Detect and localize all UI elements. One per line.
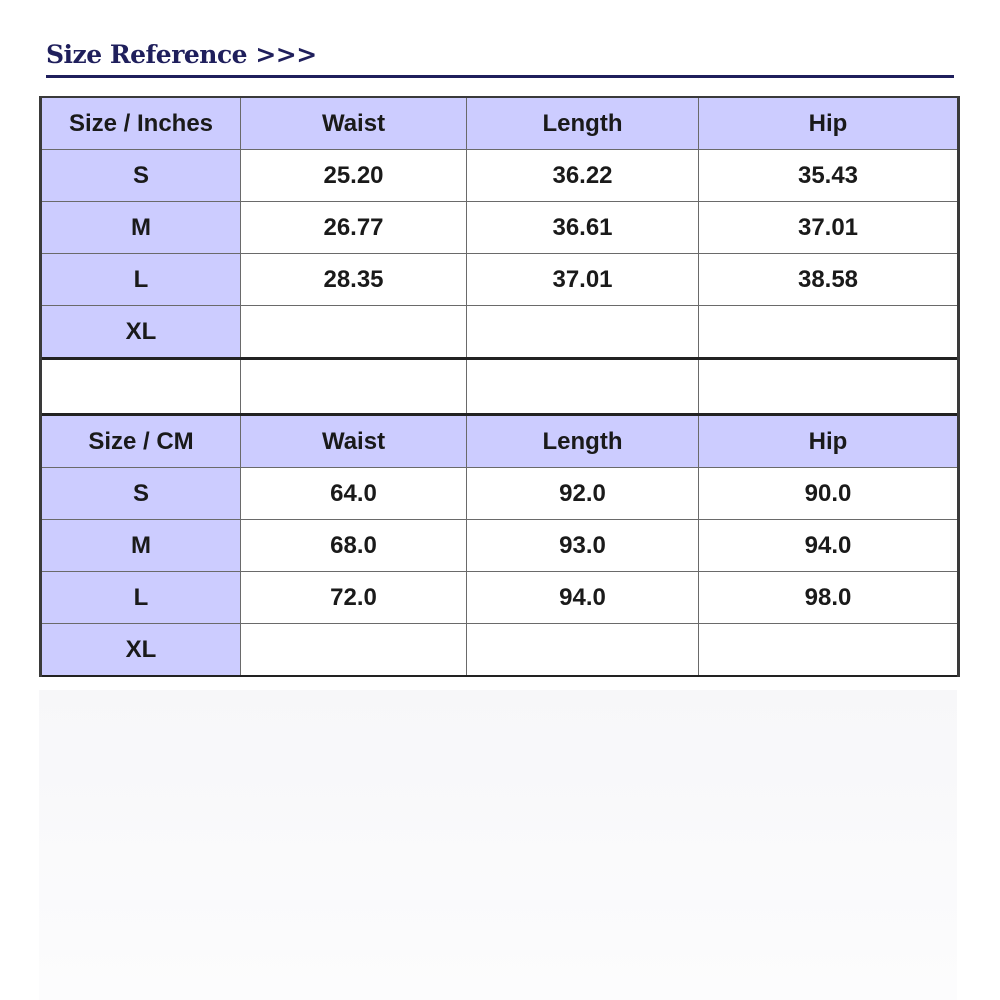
title-text: Size Reference — [46, 40, 248, 69]
page-title — [46, 40, 317, 69]
size-label: XL — [41, 624, 241, 677]
waist-value: 64.0 — [241, 468, 467, 520]
size-label: M — [41, 520, 241, 572]
hip-value: 98.0 — [699, 572, 959, 624]
waist-value: 68.0 — [241, 520, 467, 572]
table-row — [41, 150, 959, 202]
length-value: 36.22 — [467, 150, 699, 202]
size-label: L — [41, 254, 241, 306]
table-row — [41, 306, 959, 359]
inches-header-row — [41, 97, 959, 150]
header-size-inches: Size / Inches — [41, 97, 241, 150]
size-label: S — [41, 468, 241, 520]
size-label: M — [41, 202, 241, 254]
header-waist: Waist — [241, 415, 467, 468]
size-chart-table — [39, 96, 960, 677]
waist-value — [241, 306, 467, 359]
hip-value — [699, 624, 959, 677]
table-row — [41, 624, 959, 677]
header-waist: Waist — [241, 97, 467, 150]
length-value: 36.61 — [467, 202, 699, 254]
header-length: Length — [467, 97, 699, 150]
waist-value — [241, 624, 467, 677]
table-row — [41, 468, 959, 520]
table-row — [41, 202, 959, 254]
hip-value: 90.0 — [699, 468, 959, 520]
waist-value: 72.0 — [241, 572, 467, 624]
table-row — [41, 254, 959, 306]
waist-value: 25.20 — [241, 150, 467, 202]
spacer-cell — [699, 359, 959, 415]
faded-notes-area — [39, 690, 957, 1000]
header-hip: Hip — [699, 97, 959, 150]
header-length: Length — [467, 415, 699, 468]
size-label: S — [41, 150, 241, 202]
length-value: 94.0 — [467, 572, 699, 624]
table-row — [41, 520, 959, 572]
hip-value — [699, 306, 959, 359]
hip-value: 35.43 — [699, 150, 959, 202]
waist-value: 28.35 — [241, 254, 467, 306]
size-label: XL — [41, 306, 241, 359]
title-arrows: >>> — [255, 40, 317, 69]
length-value — [467, 306, 699, 359]
spacer-cell — [467, 359, 699, 415]
waist-value: 26.77 — [241, 202, 467, 254]
hip-value: 37.01 — [699, 202, 959, 254]
length-value: 93.0 — [467, 520, 699, 572]
length-value — [467, 624, 699, 677]
spacer-cell — [41, 359, 241, 415]
hip-value: 94.0 — [699, 520, 959, 572]
size-label: L — [41, 572, 241, 624]
spacer-row — [41, 359, 959, 415]
spacer-cell — [241, 359, 467, 415]
cm-header-row — [41, 415, 959, 468]
title-underline — [46, 75, 954, 78]
length-value: 37.01 — [467, 254, 699, 306]
hip-value: 38.58 — [699, 254, 959, 306]
header-size-cm: Size / CM — [41, 415, 241, 468]
length-value: 92.0 — [467, 468, 699, 520]
header-hip: Hip — [699, 415, 959, 468]
table-row — [41, 572, 959, 624]
